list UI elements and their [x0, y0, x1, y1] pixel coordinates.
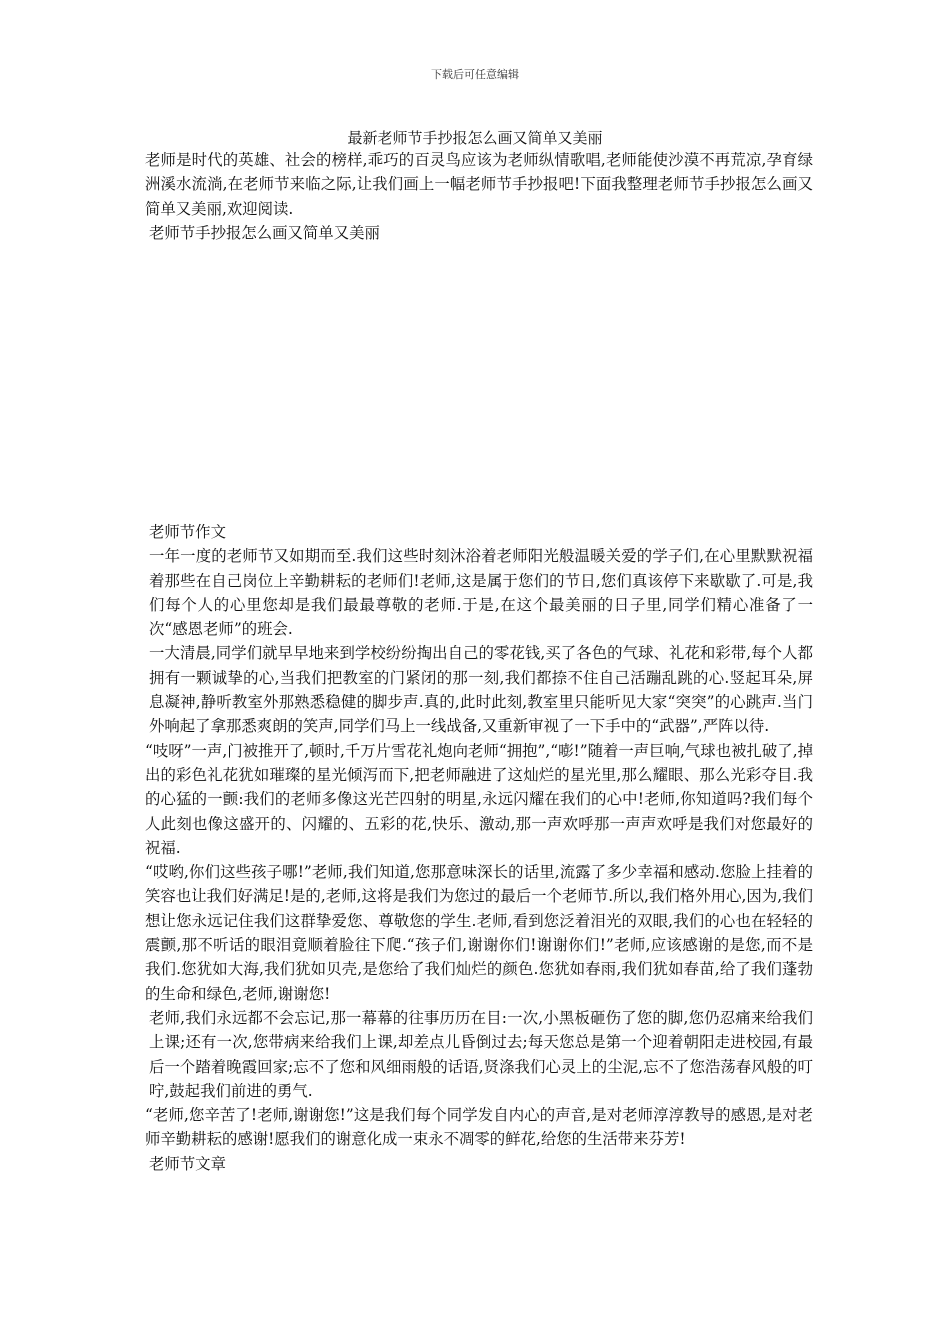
subheading-article: 老师节文章 [149, 1154, 226, 1173]
image-placeholder [145, 245, 813, 515]
essay-paragraph: “吱呀”一声,门被推开了,顿时,千万片雪花礼炮向老师“拥抱”,“嘭!”随着一声巨响,气球也被扎破了,掉出的彩色礼花犹如璀璨的星光倾泻而下,把老师融进了这灿烂的星光里,那么耀眼、那么光彩夺目.我的心猛的一颤:我们的老师多像这光芒四射的明星,永远闪耀在我们的心中!老师,你知道吗?我们每个人此刻也像这盛开的、闪耀的、五彩的花,快乐、激动,那一声欢呼那一声声欢呼是我们对您最好的祝福. [145, 741, 813, 857]
document-title: 最新老师节手抄报怎么画又简单又美丽 [347, 129, 603, 147]
subheading-handbill: 老师节手抄报怎么画又简单又美丽 [149, 223, 380, 242]
essay-section [145, 520, 813, 1176]
essay-paragraph: 一大清晨,同学们就早早地来到学校纷纷掏出自己的零花钱,买了各色的气球、礼花和彩带,每个人都拥有一颗诚挚的心,当我们把教室的门紧闭的那一刻,我们都捺不住自己活蹦乱跳的心.竖起耳朵,屏息凝神,静听教室外那熟悉稳健的脚步声.真的,此时此刻,教室里只能听见大家“突突”的心跳声.当门外响起了拿那悉爽朗的笑声,同学们马上一线战备,又重新审视了一下手中的“武器”,严阵以待. [149, 644, 813, 736]
essay-paragraph: 老师,我们永远都不会忘记,那一幕幕的往事历历在目:一次,小黑板砸伤了您的脚,您仍忍痛来给我们上课;还有一次,您带病来给我们上课,却差点儿昏倒过去;每天您总是第一个迎着朝阳走进校园,有最后一个踏着晚霞回家;忘不了您和风细雨般的话语,贤涤我们心灵上的尘泥,忘不了您浩荡春风般的叮咛,鼓起我们前进的勇气. [149, 1008, 813, 1100]
essay-paragraph: “老师,您辛苦了!老师,谢谢您!”这是我们每个同学发自内心的声音,是对老师淳淳教导的感恩,是对老师辛勤耕耘的感谢!愿我们的谢意化成一束永不凋零的鲜花,给您的生活带来芬芳! [145, 1106, 813, 1149]
essay-paragraph: 一年一度的老师节又如期而至.我们这些时刻沐浴着老师阳光般温暖关爱的学子们,在心里默默祝福着那些在自己岗位上辛勤耕耘的老师们!老师,这是属于您们的节日,您们真该停下来歇歇了.可是,我们每个人的心里您却是我们最最尊敬的老师.于是,在这个最美丽的日子里,同学们精心准备了一次“感恩老师”的班会. [149, 547, 813, 639]
subheading-essay: 老师节作文 [149, 523, 226, 541]
essay-paragraph: “哎哟,你们这些孩子哪!”老师,我们知道,您那意味深长的话里,流露了多少幸福和感动.您脸上挂着的笑容也让我们好满足!是的,老师,这将是我们为您过的最后一个老师节.所以,我们格外用心,因为,我们想让您永远记住我们这群挚爱您、尊敬您的学生.老师,看到您泛着泪光的双眼,我们的心也在轻轻的震颤,那不听话的眼泪竟顺着脸往下爬.“孩子们,谢谢你们!谢谢你们!”老师,应该感谢的是您,而不是我们.您犹如大海,我们犹如贝壳,是您给了我们灿烂的颜色.您犹如春雨,我们犹如春苗,给了我们蓬勃的生命和绿色,老师,谢谢您! [145, 863, 813, 1003]
intro-paragraph: 老师是时代的英雄、社会的榜样,乖巧的百灵鸟应该为老师纵情歌唱,老师能使沙漠不再荒凉,孕育绿洲溪水流淌,在老师节来临之际,让我们画上一幅老师节手抄报吧!下面我整理老师节手抄报怎么画又简单又美丽,欢迎阅读. [145, 151, 813, 218]
intro-section [145, 148, 813, 515]
header-note: 下载后可任意编辑 [431, 68, 519, 81]
